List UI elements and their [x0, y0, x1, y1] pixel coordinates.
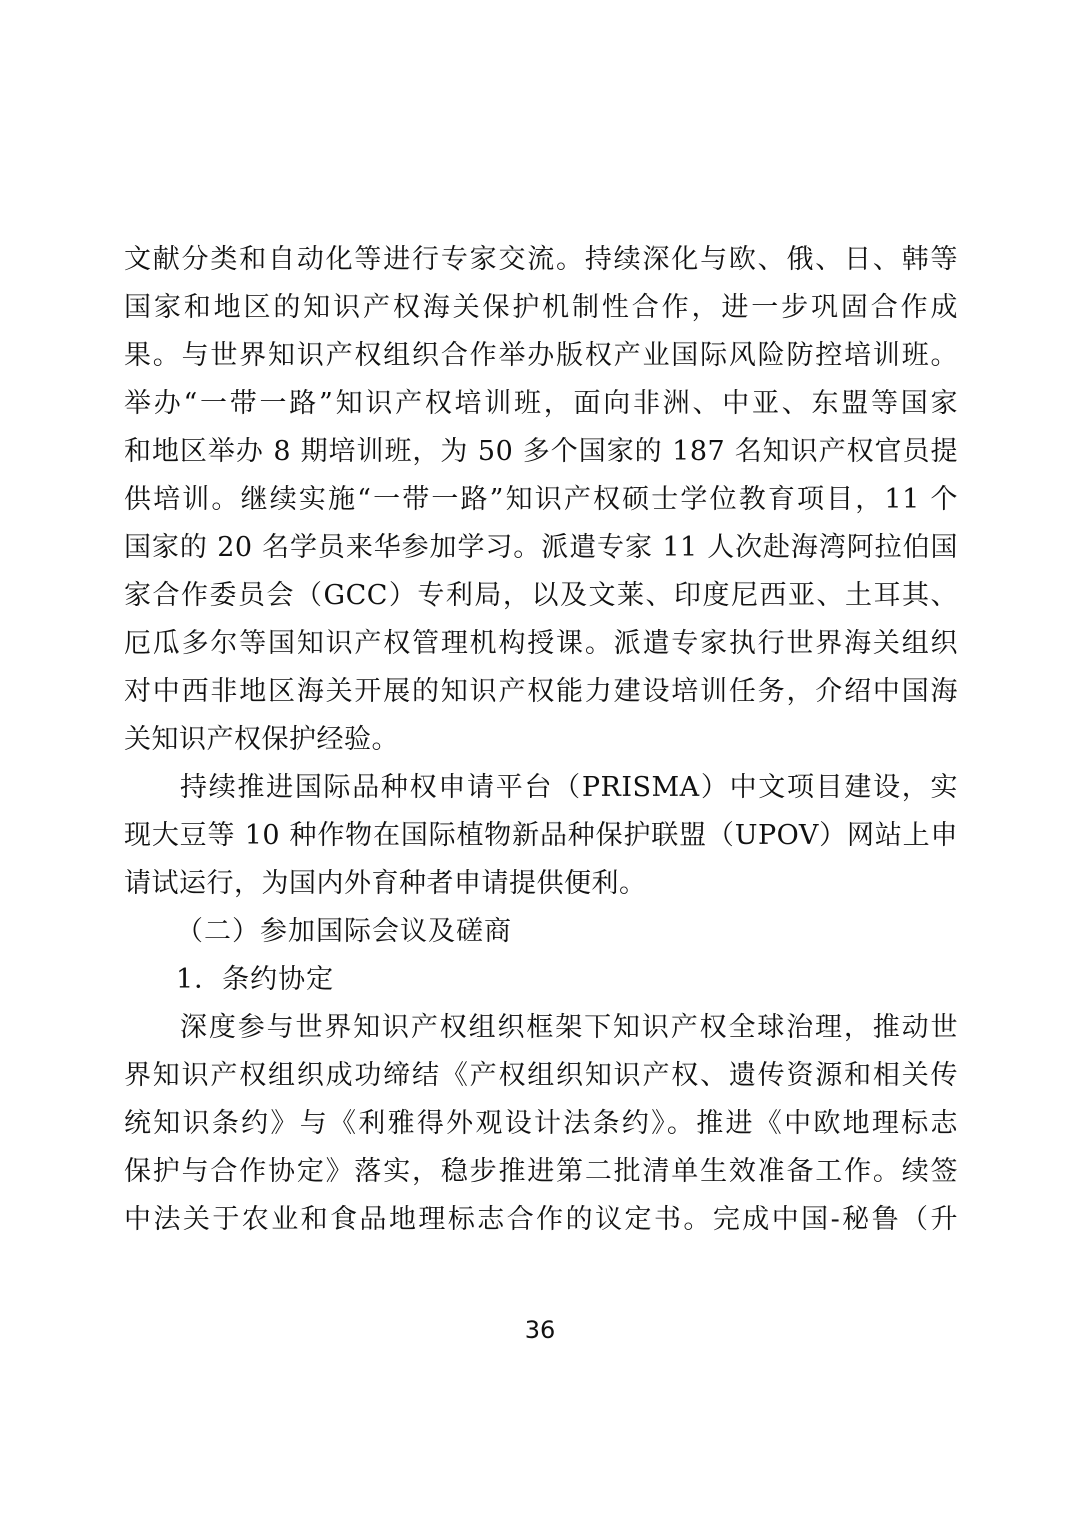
- section-heading: （二）参加国际会议及磋商: [176, 916, 512, 947]
- text-line: 供培训。继续实施“一带一路”知识产权硕士学位教育项目，11 个: [124, 484, 958, 515]
- text-line: 家合作委员会（GCC）专利局，以及文莱、印度尼西亚、土耳其、: [124, 580, 958, 611]
- text-line: 深度参与世界知识产权组织框架下知识产权全球治理，推动世: [180, 1012, 958, 1043]
- paragraph-prisma: [124, 764, 958, 908]
- paragraph-treaties: [124, 1004, 958, 1244]
- text-line: 厄瓜多尔等国知识产权管理机构授课。派遣专家执行世界海关组织: [124, 628, 958, 659]
- text-line: 国家和地区的知识产权海关保护机制性合作，进一步巩固合作成: [124, 292, 958, 323]
- page-number: 36: [524, 1316, 556, 1344]
- text-line: 对中西非地区海关开展的知识产权能力建设培训任务，介绍中国海: [124, 676, 958, 707]
- text-line: 请试运行，为国内外育种者申请提供便利。: [124, 868, 647, 899]
- text-line: 现大豆等 10 种作物在国际植物新品种保护联盟（UPOV）网站上申: [124, 820, 958, 851]
- text-line: 持续推进国际品种权申请平台（PRISMA）中文项目建设，实: [180, 772, 958, 803]
- text-line: 果。与世界知识产权组织合作举办版权产业国际风险防控培训班。: [124, 340, 958, 371]
- text-line: 国家的 20 名学员来华参加学习。派遣专家 11 人次赴海湾阿拉伯国: [124, 532, 958, 563]
- body-text: [124, 236, 958, 1244]
- text-line: 界知识产权组织成功缔结《产权组织知识产权、遗传资源和相关传: [124, 1060, 958, 1091]
- text-line: 举办“一带一路”知识产权培训班，面向非洲、中亚、东盟等国家: [124, 388, 958, 419]
- text-line: 中法关于农业和食品地理标志合作的议定书。完成中国-秘鲁（升: [124, 1204, 958, 1235]
- paragraph-international-cooperation: [124, 236, 958, 764]
- subsection-heading: 1．条约协定: [176, 964, 335, 995]
- text-line: 文献分类和自动化等进行专家交流。持续深化与欧、俄、日、韩等: [124, 244, 958, 275]
- text-line: 关知识产权保护经验。: [124, 724, 399, 755]
- text-line: 保护与合作协定》落实，稳步推进第二批清单生效准备工作。续签: [124, 1156, 958, 1187]
- text-line: 和地区举办 8 期培训班，为 50 多个国家的 187 名知识产权官员提: [124, 436, 958, 467]
- text-line: 统知识条约》与《利雅得外观设计法条约》。推进《中欧地理标志: [124, 1108, 958, 1139]
